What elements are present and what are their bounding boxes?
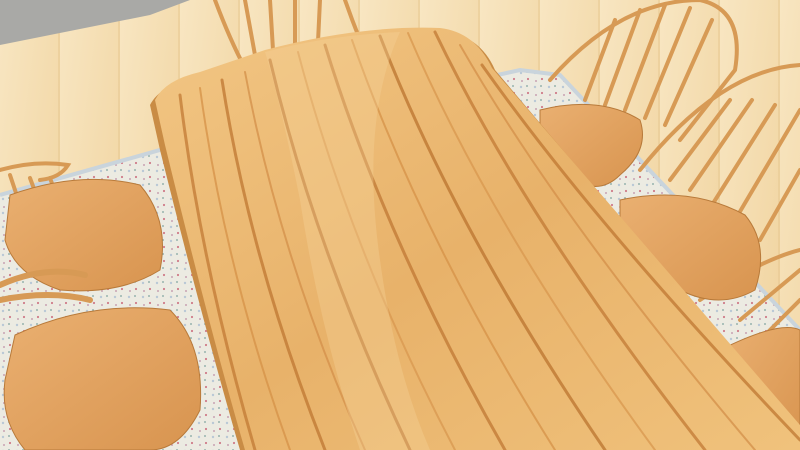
windsor-chair-seat-left-2 bbox=[4, 308, 200, 450]
